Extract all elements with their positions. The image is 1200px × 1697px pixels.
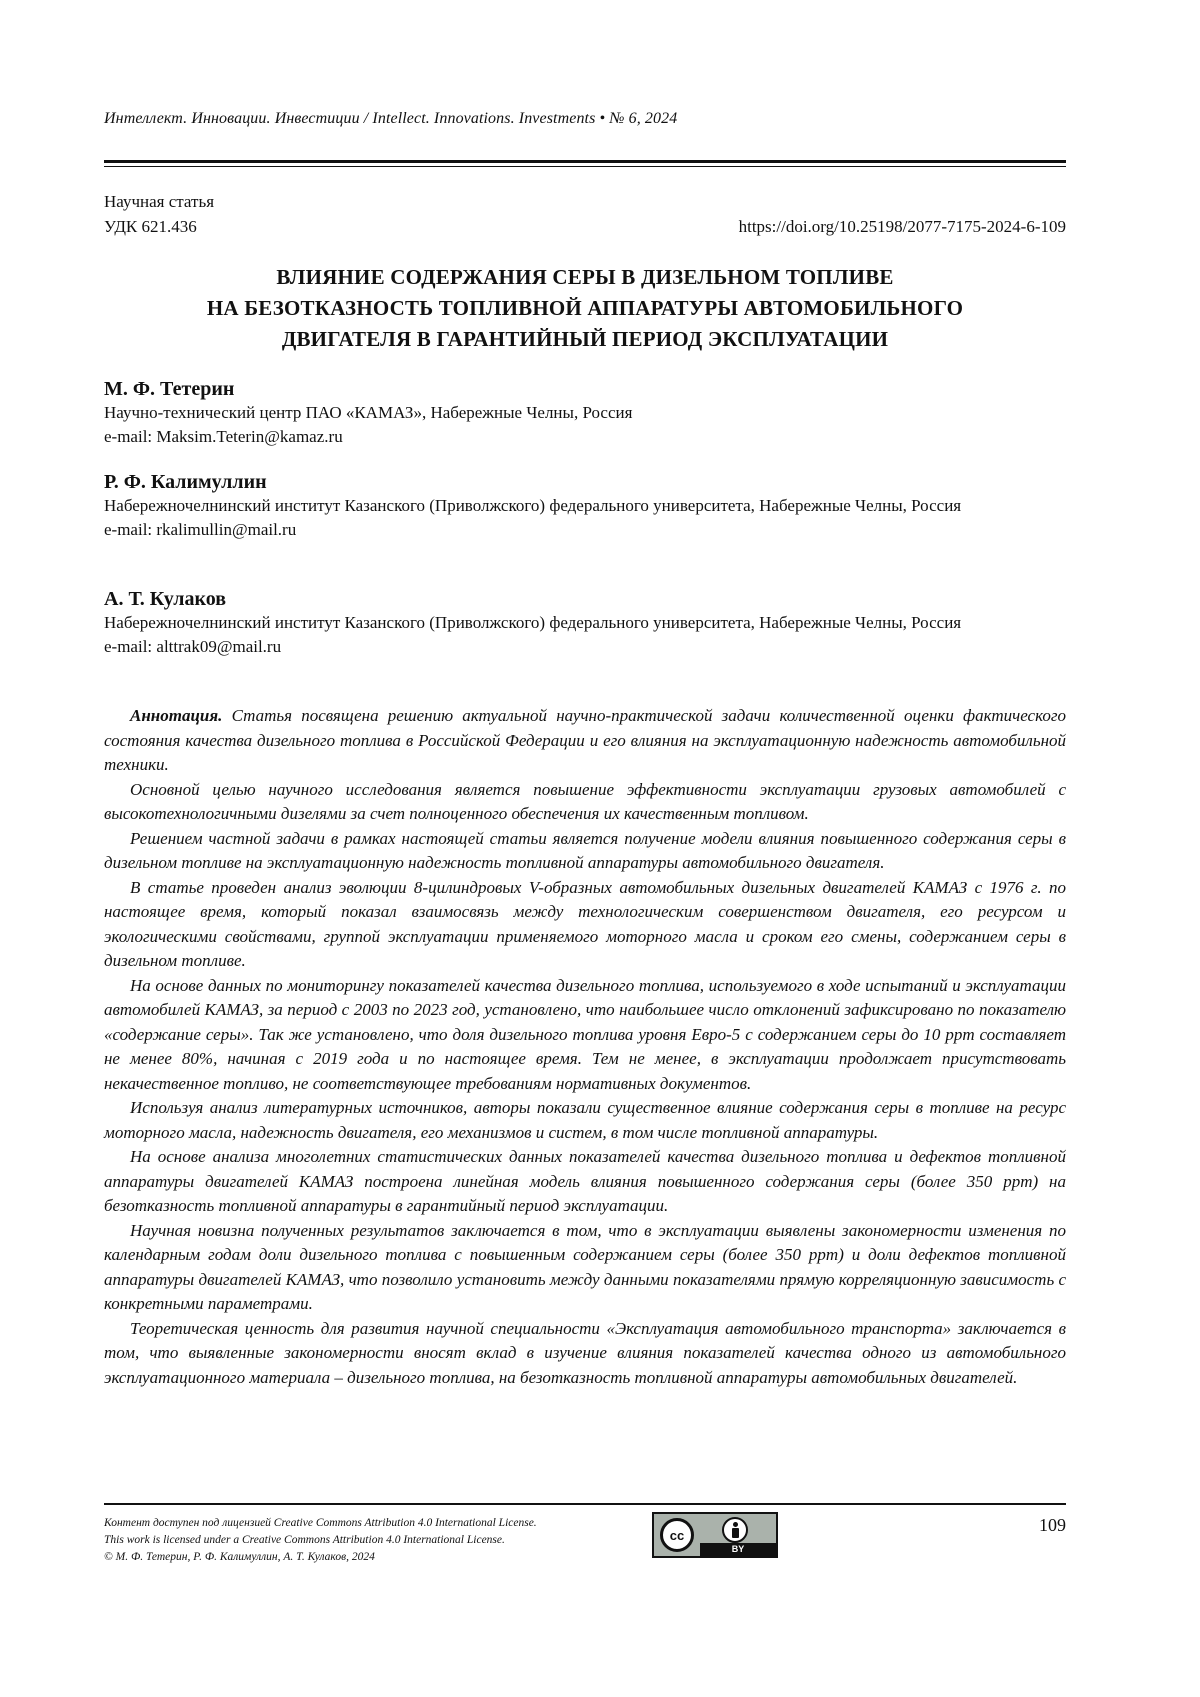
author-email[interactable]: e-mail: alttrak09@mail.ru [104, 637, 282, 656]
cc-icon: cc [660, 1518, 694, 1552]
cc-by-badge[interactable] [652, 1512, 778, 1558]
abstract-paragraph: На основе данных по мониторингу показателей качества дизельного топлива, используемого в ходе испытаний и эксплуатации автомобилей КАМАЗ, за период с 2003 по 2023 год, установлено, что наибольшее число отклонений зафиксировано по показателю «содержание серы». Так же установлено, что доля дизельного топлива уровня Евро-5 с содержанием серы до 10 ppm составляет не менее 80%, начиная с 2019 года и по настоящее время. Тем не менее, в эксплуатации продолжает присутствовать некачественное топливо, не соответствующее требованиям нормативных документов. [104, 975, 1066, 1093]
author-name: Р. Ф. Калимуллин [104, 471, 267, 493]
abstract-paragraph: Используя анализ литературных источников, авторы показали существенное влияние содержания серы в топливе на ресурс моторного масла, надежность двигателя, его механизмов и систем, в том числе топливной аппаратуры. [104, 1098, 1066, 1142]
author-email[interactable]: e-mail: rkalimullin@mail.ru [104, 520, 297, 539]
author-affiliation: Научно-технический центр ПАО «КАМАЗ», Набережные Челны, Россия [104, 403, 633, 422]
author-block [104, 587, 1066, 659]
license-notice [104, 1515, 537, 1566]
page-number: 109 [1039, 1515, 1066, 1535]
author-affiliation: Набережночелнинский институт Казанского (Приволжского) федерального университета, Набережные Челны, Россия [104, 613, 962, 632]
journal-header: Интеллект. Инновации. Инвестиции / Intellect. Innovations. Investments • № 6, 2024 [104, 110, 678, 127]
title-line-1: ВЛИЯНИЕ СОДЕРЖАНИЯ СЕРЫ В ДИЗЕЛЬНОМ ТОПЛИВЕ [276, 265, 894, 289]
title-line-3: ДВИГАТЕЛЯ В ГАРАНТИЙНЫЙ ПЕРИОД ЭКСПЛУАТАЦИИ [281, 327, 889, 351]
copyright: © М. Ф. Тетерин, Р. Ф. Калимуллин, А. Т. Кулаков, 2024 [104, 1551, 375, 1563]
udc-code: УДК 621.436 [104, 217, 197, 236]
abstract-paragraph: На основе анализа многолетних статистических данных показателей качества дизельного топлива и дефектов топливной аппаратуры двигателей КАМАЗ построена линейная модель влияния повышенного содержания серы (более 350 ppm) на безотказность топливной аппаратуры в гарантийный период эксплуатации. [104, 1147, 1066, 1215]
author-block [104, 377, 1066, 449]
author-block [104, 470, 1066, 542]
article-title [104, 262, 1066, 355]
attribution-person-icon [722, 1517, 748, 1543]
abstract-text: Статья посвящена решению актуальной научно-практической задачи количественной оценки фактического состояния качества дизельного топлива в Российской Федерации и его влияния на эксплуатационную надежность автомобильной техники. [104, 706, 1067, 774]
udc-doi-row [104, 217, 1066, 237]
abstract-lead: Аннотация. [130, 706, 223, 725]
author-name: М. Ф. Тетерин [104, 378, 235, 400]
doi-link[interactable]: https://doi.org/10.25198/2077-7175-2024-6-109 [738, 217, 1066, 236]
by-label: BY [700, 1543, 776, 1556]
abstract-paragraph: Решением частной задачи в рамках настоящей статьи является получение модели влияния повышенного содержания серы в дизельном топливе на эксплуатационную надежность топливной аппаратуры автомобильного двигателя. [104, 828, 1066, 872]
author-email[interactable]: e-mail: Maksim.Teterin@kamaz.ru [104, 427, 343, 446]
author-affiliation: Набережночелнинский институт Казанского (Приволжского) федерального университета, Набережные Челны, Россия [104, 496, 962, 515]
author-name: А. Т. Кулаков [104, 588, 227, 610]
abstract-paragraph: Научная новизна полученных результатов заключается в том, что в эксплуатации выявлены закономерности изменения по календарным годам доли дизельного топлива с повышенным содержанием серы (более 350 ppm) и доли дефектов топливной аппаратуры двигателей КАМАЗ, что позволило установить между данными показателями прямую корреляционную зависимость с конкретными параметрами. [104, 1220, 1066, 1313]
abstract-paragraph: Теоретическая ценность для развития научной специальности «Эксплуатация автомобильного транспорта» заключается в том, что выявленные закономерности вносят вклад в изучение влияния показателей качества одного из автомобильного эксплуатационного материала – дизельного топлива, на безотказность топливной аппаратуры автомобильных двигателей. [104, 1318, 1066, 1387]
header-divider [104, 160, 1066, 163]
title-line-2: НА БЕЗОТКАЗНОСТЬ ТОПЛИВНОЙ АППАРАТУРЫ АВТОМОБИЛЬНОГО [206, 296, 964, 320]
abstract-paragraph [104, 704, 1066, 778]
article-type: Научная статья [104, 192, 215, 211]
license-ru: Контент доступен под лицензией Creative Commons Attribution 4.0 International License. [104, 1517, 537, 1529]
license-en: This work is licensed under a Creative Commons Attribution 4.0 International License. [104, 1534, 505, 1546]
abstract-paragraph: Основной целью научного исследования является повышение эффективности эксплуатации грузовых автомобилей с высокотехнологичными дизелями за счет полноценного обеспечения их качественным топливом. [104, 779, 1066, 823]
abstract [104, 704, 1066, 1390]
footer-divider [104, 1503, 1066, 1505]
abstract-paragraph: В статье проведен анализ эволюции 8-цилиндровых V-образных автомобильных дизельных двигателей КАМАЗ с 1976 г. по настоящее время, который показал взаимосвязь между технологическим совершенством двигателя, его ресурсом и экологическими свойствами, группой эксплуатации применяемого моторного масла и сроком его смены, содержанием серы в дизельном топливе. [104, 877, 1066, 970]
